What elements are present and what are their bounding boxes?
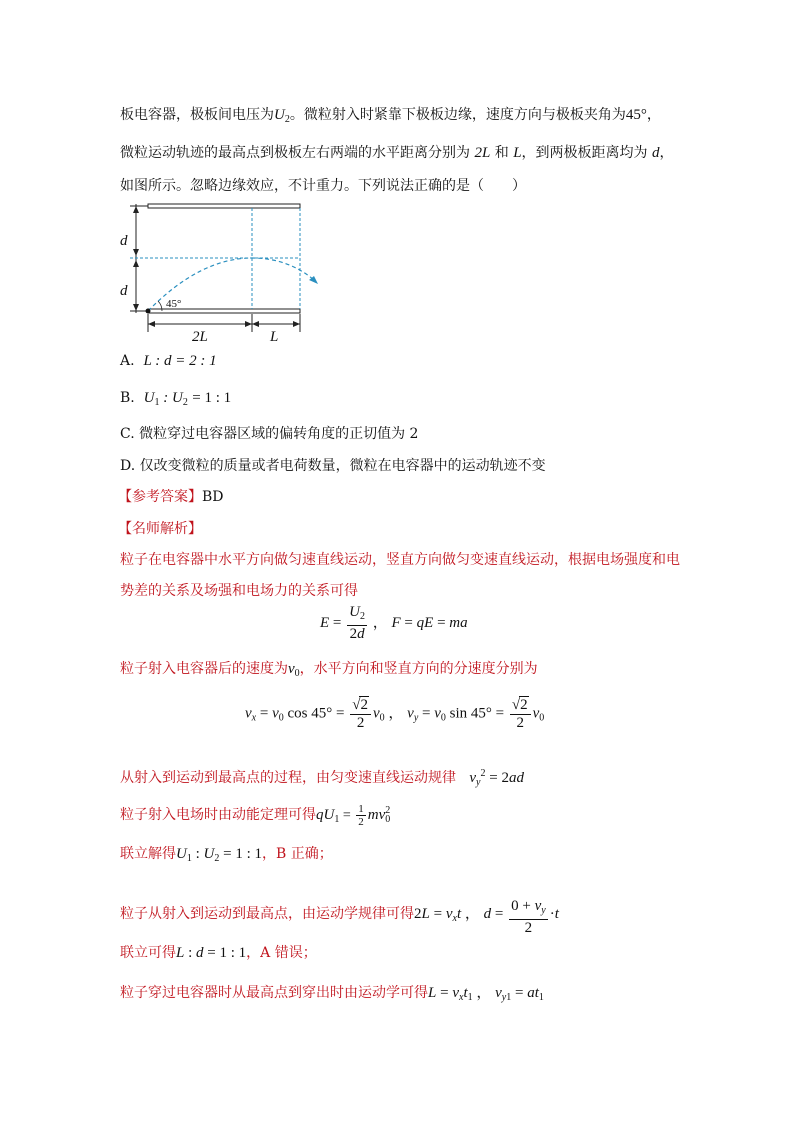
arrow-mid-down (133, 249, 139, 256)
option-a (120, 352, 217, 370)
option-b (120, 389, 231, 412)
label-d-bottom: d (120, 283, 128, 299)
problem-line-1-a: 板电容器，极板间电压为 (120, 107, 274, 123)
problem-line-2-a: 微粒运动轨迹的最高点到极板左右两端的水平距离分别为 (120, 145, 470, 161)
analysis-p2-end: ，水平方向和竖直方向的分速度分别为 (299, 661, 538, 677)
answer-line (118, 488, 224, 506)
answer-value: BD (202, 489, 224, 505)
analysis-p8-text: 粒子穿过电容器时从最高点到穿出时由运动学可得 (120, 985, 428, 1001)
analysis-p5-a: 联立解得 (120, 846, 176, 862)
analysis-p2-text: 粒子射入电容器后的速度为 (120, 661, 288, 677)
problem-line-2 (120, 144, 674, 162)
problem-line-1 (120, 106, 661, 129)
option-a-expr: L : d = 2 : 1 (143, 353, 217, 369)
arrow-L-left (252, 321, 259, 327)
problem-line-3: 如图所示。忽略边缘效应，不计重力。下列说法正确的是（ ） (120, 178, 526, 194)
analysis-label: 【名师解析】 (118, 521, 202, 537)
analysis-p4-text: 粒子射入电场时由动能定理可得 (120, 807, 316, 823)
analysis-p7-b: ，A 错误； (246, 945, 317, 961)
analysis-p8: 粒子穿过电容器时从最高点到穿出时由运动学可得$L = v_xt_1$ ， $v_{y1} = at_1$ (120, 985, 544, 1003)
distance-d: d (652, 145, 660, 161)
arrow-2L-left (148, 321, 155, 327)
analysis-p7: 联立可得L : d = 1 : 1，A 错误； (120, 945, 317, 961)
analysis-p5: 联立解得$U_1$ : $U_2 = 1$ : 1，B 正确； (120, 846, 333, 864)
option-c: C. 微粒穿过电容器区域的偏转角度的正切值为 2 (120, 426, 419, 442)
analysis-p7-a: 联立可得 (120, 945, 176, 961)
problem-line-1-end: ， (646, 107, 661, 123)
analysis-p4: 粒子射入电场时由动能定理可得$qU_1$ = $\frac{1}{2}$ $mv_0^2$ (120, 803, 391, 829)
label-L: L (270, 329, 279, 345)
problem-line-2-and: 和 (494, 145, 509, 161)
analysis-p3: 从射入到运动到最高点的过程，由匀变速直线运动规律 $v_y^2 = 2ad$ (120, 768, 524, 788)
distance-2L: 2L (474, 145, 491, 161)
problem-line-2-end: ， (659, 145, 674, 161)
arrow-bottom-down (133, 304, 139, 311)
label-angle: 45° (166, 298, 182, 310)
analysis-p1-line1: 粒子在电容器中水平方向做匀速直线运动，竖直方向做匀变速直线运动，根据电场强度和电 (120, 552, 680, 568)
u1-ratio: $U_1$ : $U_2$ (143, 390, 188, 408)
analysis-p6: 粒子从射入到运动到最高点，由运动学规律可得$2L = v_xt$ ， d = $\frac{0 + v_y}{2}$ ·t (120, 898, 559, 936)
option-d: D. 仅改变微粒的质量或者电荷数量，微粒在电容器中的运动轨迹不变 (120, 458, 546, 474)
angle-45: 45° (625, 107, 647, 123)
distance-L: L (513, 145, 522, 161)
problem-line-1-b: 。微粒射入时紧靠下极板边缘，速度方向与极板夹角为 (289, 107, 626, 123)
particle-start (146, 309, 151, 314)
analysis-p5-b: ，B 正确； (262, 846, 333, 862)
analysis-p3-text: 从射入到运动到最高点的过程，由匀变速直线运动规律 (120, 770, 456, 786)
label-d-top: d (120, 233, 128, 249)
capacitor-diagram (118, 198, 338, 348)
voltage-u2: $U_2$ (274, 107, 290, 125)
option-b-expr: = 1 : 1 (192, 390, 232, 406)
analysis-p1-line2: 势差的关系及场强和电场力的关系可得 (120, 583, 358, 599)
option-b-prefix: B. (120, 390, 135, 406)
option-a-prefix: A. (120, 353, 135, 369)
analysis-p2: 粒子射入电容器后的速度为$v_0$，水平方向和竖直方向的分速度分别为 (120, 661, 538, 679)
analysis-p6-text: 粒子从射入到运动到最高点，由运动学规律可得 (120, 906, 414, 922)
problem-line-2-b: ，到两极板距离均为 (521, 145, 648, 161)
arrow-mid-up (133, 260, 139, 267)
answer-label: 【参考答案】 (118, 489, 202, 505)
arrow-2L-right (245, 321, 252, 327)
arrow-top-up (133, 206, 139, 213)
label-2L: 2L (192, 329, 208, 345)
equation-velocity: $v_x = v_0$ cos 45° = $\frac{√2}{2}$ $v_0$ ， $v_y = v_0$ sin 45° = $\frac{√2}{2}$ $v_0$ (245, 697, 545, 731)
top-plate (148, 204, 300, 208)
arrow-L-right (293, 321, 300, 327)
equation-field: E = $\frac{U_2}{2d}$ ， F = qE = ma (320, 604, 468, 642)
